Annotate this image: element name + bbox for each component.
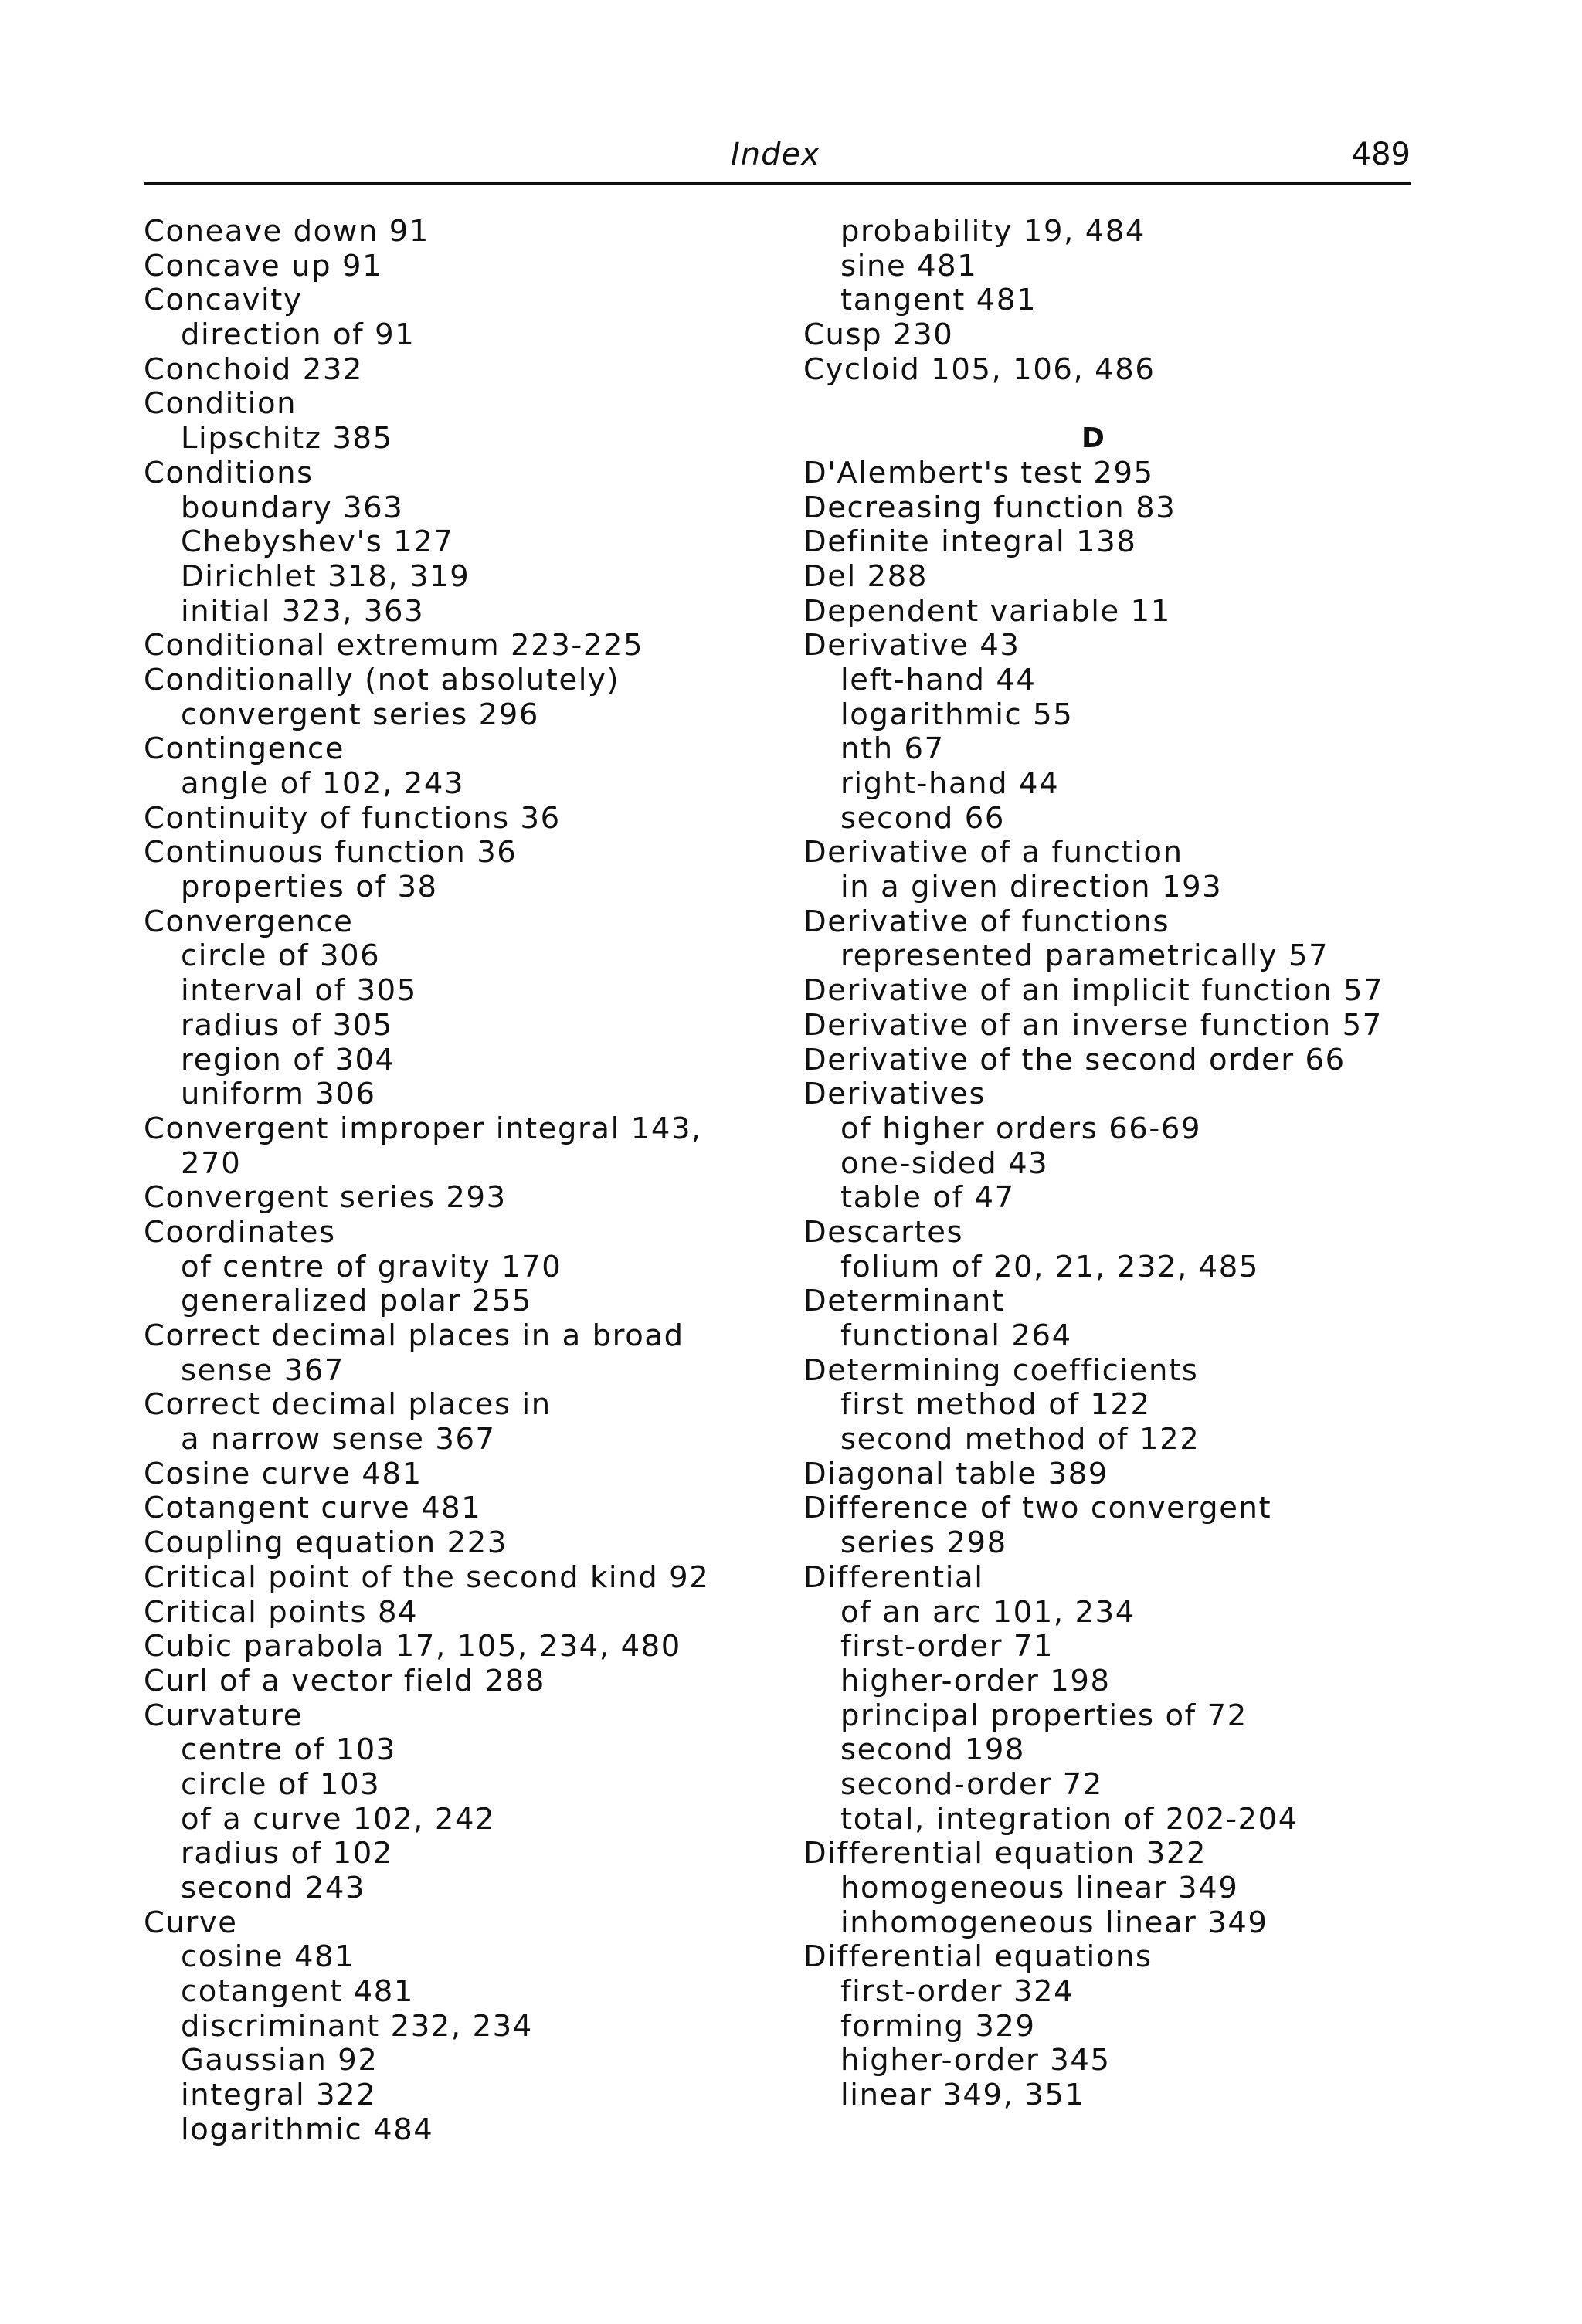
index-entry: Convergent improper integral 143,: [144, 1111, 702, 1146]
index-entry: Cycloid 105, 106, 486: [803, 351, 1156, 387]
index-subentry: circle of 103: [181, 1766, 381, 1802]
section-letter: D: [1081, 422, 1106, 455]
index-entry: Continuity of functions 36: [144, 800, 561, 836]
index-subentry: one-sided 43: [840, 1145, 1049, 1181]
index-subentry: second 66: [840, 800, 1005, 836]
index-subentry: of centre of gravity 170: [181, 1249, 562, 1284]
index-entry: Diagonal table 389: [803, 1456, 1108, 1491]
index-entry: Concave up 91: [144, 248, 383, 283]
index-subentry: table of 47: [840, 1180, 1015, 1216]
index-subentry: boundary 363: [181, 490, 404, 525]
index-entry: Convergent series 293: [144, 1180, 507, 1216]
index-subentry: discriminant 232, 234: [181, 2008, 533, 2044]
index-entry: Derivative of functions: [803, 904, 1170, 939]
index-subentry: Gaussian 92: [181, 2043, 379, 2078]
index-subentry: direction of 91: [181, 317, 416, 353]
index-entry: Derivative 43: [803, 628, 1020, 663]
index-subentry: series 298: [840, 1525, 1007, 1561]
index-entry: Dependent variable 11: [803, 593, 1171, 629]
index-entry: Continuous function 36: [144, 835, 518, 870]
index-subentry: higher-order 198: [840, 1663, 1111, 1698]
index-subentry: 270: [181, 1145, 242, 1181]
index-subentry: first method of 122: [840, 1387, 1151, 1423]
index-entry: Differential equations: [803, 1939, 1153, 1975]
index-subentry: inhomogeneous linear 349: [840, 1905, 1268, 1940]
index-entry: Derivative of an inverse function 57: [803, 1007, 1383, 1043]
index-subentry: convergent series 296: [181, 697, 539, 732]
index-entry: Descartes: [803, 1214, 964, 1250]
index-subentry: nth 67: [840, 731, 945, 767]
index-entry: Cubic parabola 17, 105, 234, 480: [144, 1629, 681, 1664]
index-subentry: second method of 122: [840, 1422, 1200, 1457]
index-subentry: first-order 324: [840, 1974, 1074, 2010]
index-entry: Concavity: [144, 283, 303, 318]
index-entry: Conditions: [144, 455, 314, 490]
index-subentry: Lipschitz 385: [181, 421, 393, 456]
index-subentry: logarithmic 55: [840, 697, 1074, 732]
index-entry: Curve: [144, 1905, 238, 1940]
index-subentry: second 198: [840, 1732, 1026, 1768]
index-subentry: region of 304: [181, 1042, 396, 1077]
index-entry: Conditional extremum 223-225: [144, 628, 644, 663]
index-entry: Determinant: [803, 1284, 1005, 1319]
index-entry: Definite integral 138: [803, 524, 1137, 560]
index-subentry: interval of 305: [181, 973, 417, 1009]
running-head: Index: [731, 137, 820, 172]
index-subentry: of a curve 102, 242: [181, 1801, 496, 1837]
index-subentry: second 243: [181, 1871, 366, 1905]
index-subentry: initial 323, 363: [181, 593, 425, 629]
index-subentry: generalized polar 255: [181, 1284, 533, 1319]
page-header: [144, 136, 1411, 182]
index-entry: Derivative of an implicit function 57: [803, 973, 1384, 1009]
index-subentry: tangent 481: [840, 283, 1037, 318]
index-entry: D'Alembert's test 295: [803, 455, 1154, 490]
index-subentry: sine 481: [840, 248, 978, 283]
index-subentry: homogeneous linear 349: [840, 1871, 1239, 1905]
index-entry: Critical point of the second kind 92: [144, 1559, 710, 1595]
index-entry: Differential: [803, 1559, 984, 1595]
index-subentry: radius of 305: [181, 1007, 393, 1043]
index-subentry: probability 19, 484: [840, 214, 1146, 249]
index-entry: Correct decimal places in: [144, 1387, 552, 1423]
index-entry: Convergence: [144, 904, 354, 939]
index-subentry: functional 264: [840, 1318, 1072, 1353]
index-entry: Derivative of the second order 66: [803, 1042, 1346, 1077]
index-subentry: sense 367: [181, 1352, 345, 1388]
index-entry: Decreasing function 83: [803, 490, 1176, 525]
index-entry: Coupling equation 223: [144, 1525, 508, 1561]
index-subentry: right-hand 44: [840, 766, 1060, 801]
index-entry: Condition: [144, 386, 297, 422]
index-subentry: logarithmic 484: [181, 2112, 434, 2147]
index-subentry: forming 329: [840, 2008, 1036, 2044]
index-entry: Cotangent curve 481: [144, 1491, 482, 1526]
index-entry: Curl of a vector field 288: [144, 1663, 545, 1698]
index-entry: Curvature: [144, 1698, 304, 1733]
index-subentry: Chebyshev's 127: [181, 524, 454, 560]
index-subentry: properties of 38: [181, 870, 438, 905]
index-subentry: centre of 103: [181, 1732, 396, 1768]
index-entry: Cosine curve 481: [144, 1456, 423, 1491]
index-subentry: cosine 481: [181, 1939, 355, 1975]
index-subentry: in a given direction 193: [840, 870, 1223, 905]
index-column-right: [803, 215, 1445, 2113]
index-entry: Del 288: [803, 558, 928, 594]
index-subentry: represented parametrically 57: [840, 938, 1329, 974]
index-subentry: folium of 20, 21, 232, 485: [840, 1249, 1259, 1284]
index-entry: Conchoid 232: [144, 351, 364, 387]
index-entry: Cusp 230: [803, 317, 954, 353]
index-subentry: Dirichlet 318, 319: [181, 558, 470, 594]
index-entry: Contingence: [144, 731, 345, 767]
index-subentry: higher-order 345: [840, 2043, 1111, 2078]
index-subentry: of an arc 101, 234: [840, 1594, 1136, 1630]
index-subentry: left-hand 44: [840, 662, 1037, 697]
index-subentry: a narrow sense 367: [181, 1422, 496, 1457]
index-subentry: circle of 306: [181, 938, 381, 974]
index-entry: Coordinates: [144, 1214, 336, 1250]
page-number: 489: [1351, 137, 1411, 172]
index-subentry: radius of 102: [181, 1836, 393, 1871]
header-rule: [144, 182, 1411, 185]
index-entry: Derivative of a function: [803, 835, 1183, 870]
index-entry: Coneave down 91: [144, 214, 429, 249]
index-entry: Derivatives: [803, 1077, 986, 1112]
index-entry: Conditionally (not absolutely): [144, 662, 620, 697]
section-spacer-top: [803, 387, 1445, 422]
index-entry: Correct decimal places in a broad: [144, 1318, 684, 1353]
index-subentry: integral 322: [181, 2078, 377, 2113]
index-subentry: uniform 306: [181, 1077, 376, 1112]
index-entry: Differential equation 322: [803, 1836, 1207, 1871]
index-subentry: principal properties of 72: [840, 1698, 1248, 1733]
index-subentry: cotangent 481: [181, 1974, 414, 2010]
index-subentry: total, integration of 202-204: [840, 1801, 1299, 1837]
index-subentry: angle of 102, 243: [181, 766, 465, 801]
index-entry: Determining coefficients: [803, 1352, 1199, 1388]
index-column-left: [144, 215, 785, 2148]
index-entry: Difference of two convergent: [803, 1491, 1272, 1526]
index-subentry: first-order 71: [840, 1629, 1054, 1664]
index-entry: Critical points 84: [144, 1594, 419, 1630]
index-subentry: linear 349, 351: [840, 2078, 1085, 2113]
index-subentry: of higher orders 66-69: [840, 1111, 1202, 1146]
index-subentry: second-order 72: [840, 1766, 1103, 1802]
